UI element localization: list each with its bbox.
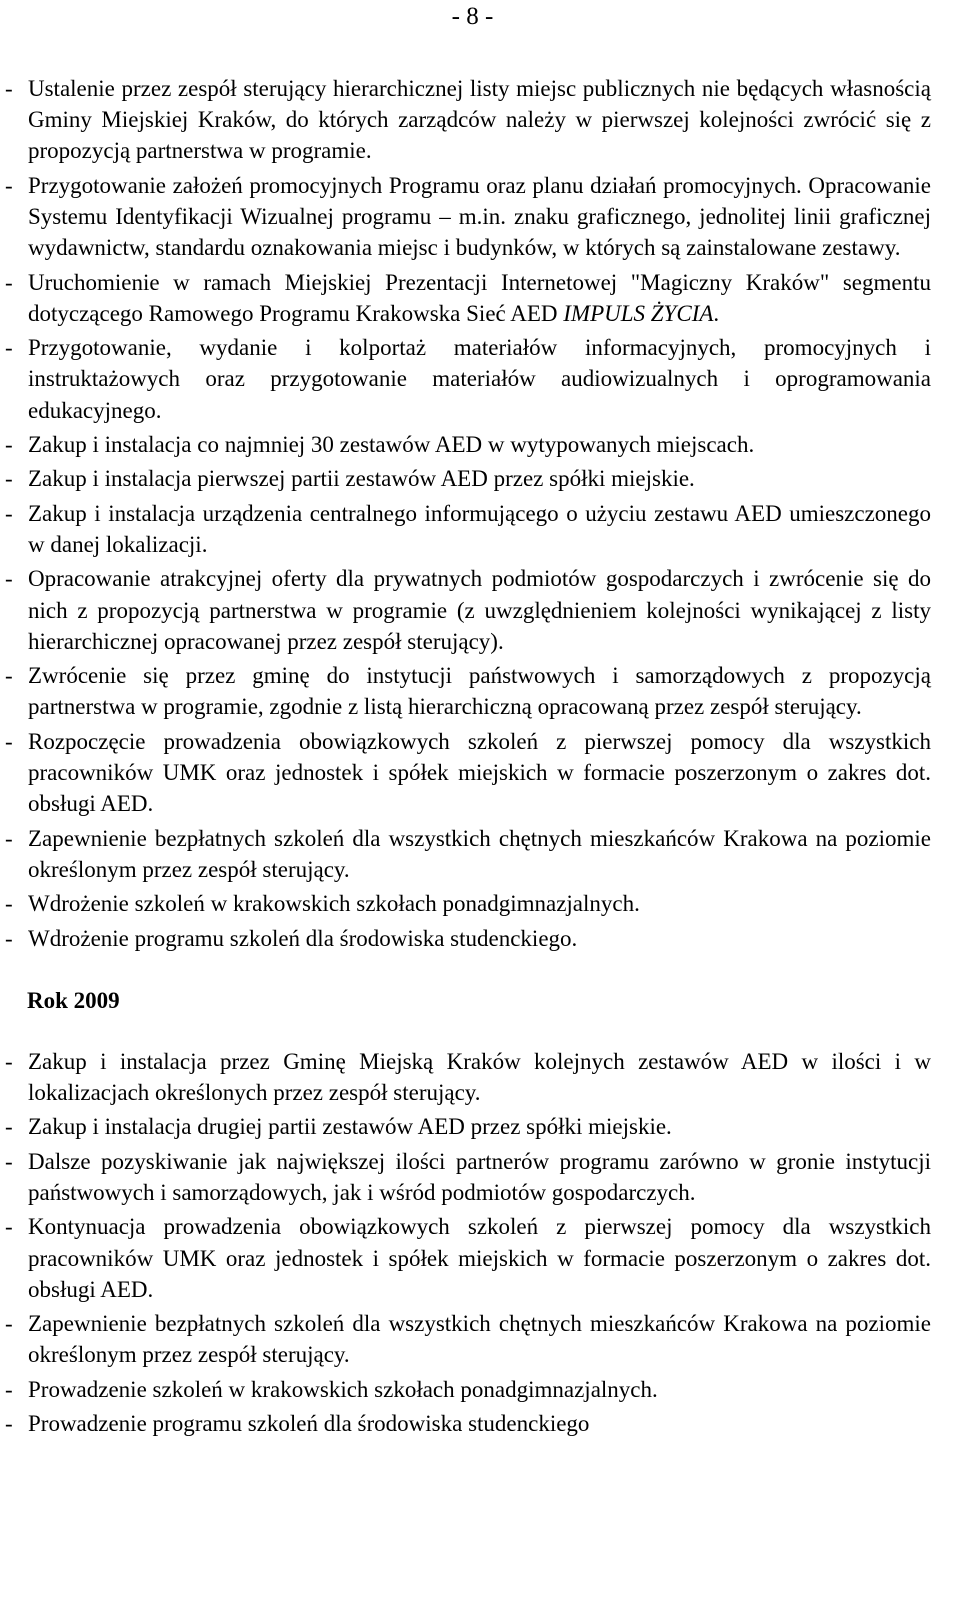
list-item [5, 170, 931, 264]
list-item [5, 1408, 931, 1439]
list-item-text: Uruchomienie w ramach Miejskiej Prezentacji Internetowej "Magiczny Kraków" segmentu dotyczącego Ramowego Programu Krakowska Sieć AED [28, 269, 931, 326]
list-item-text-end: . [713, 300, 720, 326]
section-heading: Rok 2009 [27, 987, 120, 1013]
list-item-text: Ustalenie przez zespół sterujący hierarchicznej listy miejsc publicznych nie będących własnością Gminy Miejskiej Kraków, do których zarządców należy w pierwszej kolejności zwrócić się z propozycją partnerstwa w programie. [28, 76, 931, 164]
list-item [5, 1046, 931, 1108]
list-item [5, 1146, 931, 1208]
bullet-dash: - [5, 500, 13, 526]
list-item-text: Zwrócenie się przez gminę do instytucji państwowych i samorządowych z propozycją partnerstwa w programie, zgodnie z listą hierarchiczną opracowaną przez zespół sterujący. [28, 663, 931, 720]
list-item [5, 332, 931, 426]
tasks-list-before [5, 73, 931, 954]
list-item [5, 463, 931, 494]
list-item-text: Rozpoczęcie prowadzenia obowiązkowych szkoleń z pierwszej pomocy dla wszystkich pracowników UMK oraz jednostek i spółek miejskich w formacie poszerzonym o zakres dot. obsługi AED. [28, 728, 931, 817]
list-item-text: Zakup i instalacja przez Gminę Miejską Kraków kolejnych zestawów AED w ilości i w lokalizacjach określonych przez zespół sterujący. [28, 1048, 931, 1105]
list-item-text: Prowadzenie programu szkoleń dla środowiska studenckiego [28, 1411, 590, 1437]
bullet-dash: - [5, 335, 13, 361]
bullet-dash: - [5, 1411, 13, 1437]
bullet-dash: - [5, 431, 13, 457]
list-item [5, 498, 931, 560]
bullet-dash: - [5, 891, 13, 917]
list-item [5, 823, 931, 885]
document-body [5, 73, 931, 1442]
list-item-text: Zakup i instalacja urządzenia centralnego informującego o użyciu zestawu AED umieszczonego w danej lokalizacji. [28, 500, 931, 557]
list-item [5, 267, 931, 329]
list-item-text: Przygotowanie, wydanie i kolportaż materiałów informacyjnych, promocyjnych i instruktażowych oraz przygotowanie materiałów audiowizualnych i oprogramowania edukacyjnego. [28, 335, 931, 423]
list-item-text: Zakup i instalacja co najmniej 30 zestawów AED w wytypowanych miejscach. [28, 431, 755, 457]
bullet-dash: - [5, 172, 13, 198]
list-item [5, 1211, 931, 1305]
bullet-dash: - [5, 466, 13, 492]
list-item [5, 1374, 931, 1405]
list-item [5, 1308, 931, 1370]
bullet-dash: - [5, 1114, 13, 1140]
bullet-dash: - [5, 925, 13, 951]
list-item-text: Prowadzenie szkoleń w krakowskich szkołach ponadgimnazjalnych. [28, 1376, 658, 1402]
bullet-dash: - [5, 566, 13, 592]
list-item [5, 73, 931, 167]
list-item [5, 563, 931, 657]
list-item [5, 1111, 931, 1142]
program-name-italic: IMPULS ŻYCIA [563, 300, 714, 326]
bullet-dash: - [5, 1376, 13, 1402]
list-item [5, 660, 931, 722]
tasks-list-after [5, 1046, 931, 1440]
list-item [5, 923, 931, 954]
list-item-text: Zapewnienie bezpłatnych szkoleń dla wszystkich chętnych mieszkańców Krakowa na poziomie określonym przez zespół sterujący. [28, 1311, 931, 1368]
bullet-dash: - [5, 663, 13, 689]
list-item [5, 888, 931, 919]
bullet-dash: - [5, 1048, 13, 1074]
bullet-dash: - [5, 269, 13, 295]
bullet-dash: - [5, 1311, 13, 1337]
list-item-text: Wdrożenie szkoleń w krakowskich szkołach ponadgimnazjalnych. [28, 891, 640, 917]
bullet-dash: - [5, 728, 13, 754]
list-item-text: Kontynuacja prowadzenia obowiązkowych szkoleń z pierwszej pomocy dla wszystkich pracowników UMK oraz jednostek i spółek miejskich w formacie poszerzonym o zakres dot. obsługi AED. [28, 1214, 931, 1302]
bullet-dash: - [5, 825, 13, 851]
bullet-dash: - [5, 1214, 13, 1240]
list-item [5, 726, 931, 820]
list-item-text: Wdrożenie programu szkoleń dla środowiska studenckiego. [28, 925, 578, 951]
list-item-text: Zakup i instalacja drugiej partii zestawów AED przez spółki miejskie. [28, 1114, 672, 1140]
list-item-text: Opracowanie atrakcyjnej oferty dla prywatnych podmiotów gospodarczych i zwrócenie się do nich z propozycją partnerstwa w programie (z uwzględnieniem kolejności wynikającej z listy hierarchicznej opracowanej przez zespół sterujący). [28, 566, 931, 654]
list-item [5, 429, 931, 460]
bullet-dash: - [5, 1148, 13, 1174]
list-item-text: Zapewnienie bezpłatnych szkoleń dla wszystkich chętnych mieszkańców Krakowa na poziomie określonym przez zespół sterujący. [28, 825, 931, 882]
list-item-text: Przygotowanie założeń promocyjnych Programu oraz planu działań promocyjnych. Opracowanie Systemu Identyfikacji Wizualnej programu – m.in. znaku graficznego, jednolitej linii graficznej wydawnictw, standardu oznakowania miejsc i budynków, w których są zainstalowane zestawy. [28, 172, 931, 261]
list-item-text: Zakup i instalacja pierwszej partii zestawów AED przez spółki miejskie. [28, 466, 695, 492]
list-item-text: Dalsze pozyskiwanie jak największej ilości partnerów programu zarówno w gronie instytucji państwowych i samorządowych, jak i wśród podmiotów gospodarczych. [28, 1148, 931, 1205]
page-number: - 8 - [451, 3, 494, 30]
bullet-dash: - [5, 76, 13, 101]
